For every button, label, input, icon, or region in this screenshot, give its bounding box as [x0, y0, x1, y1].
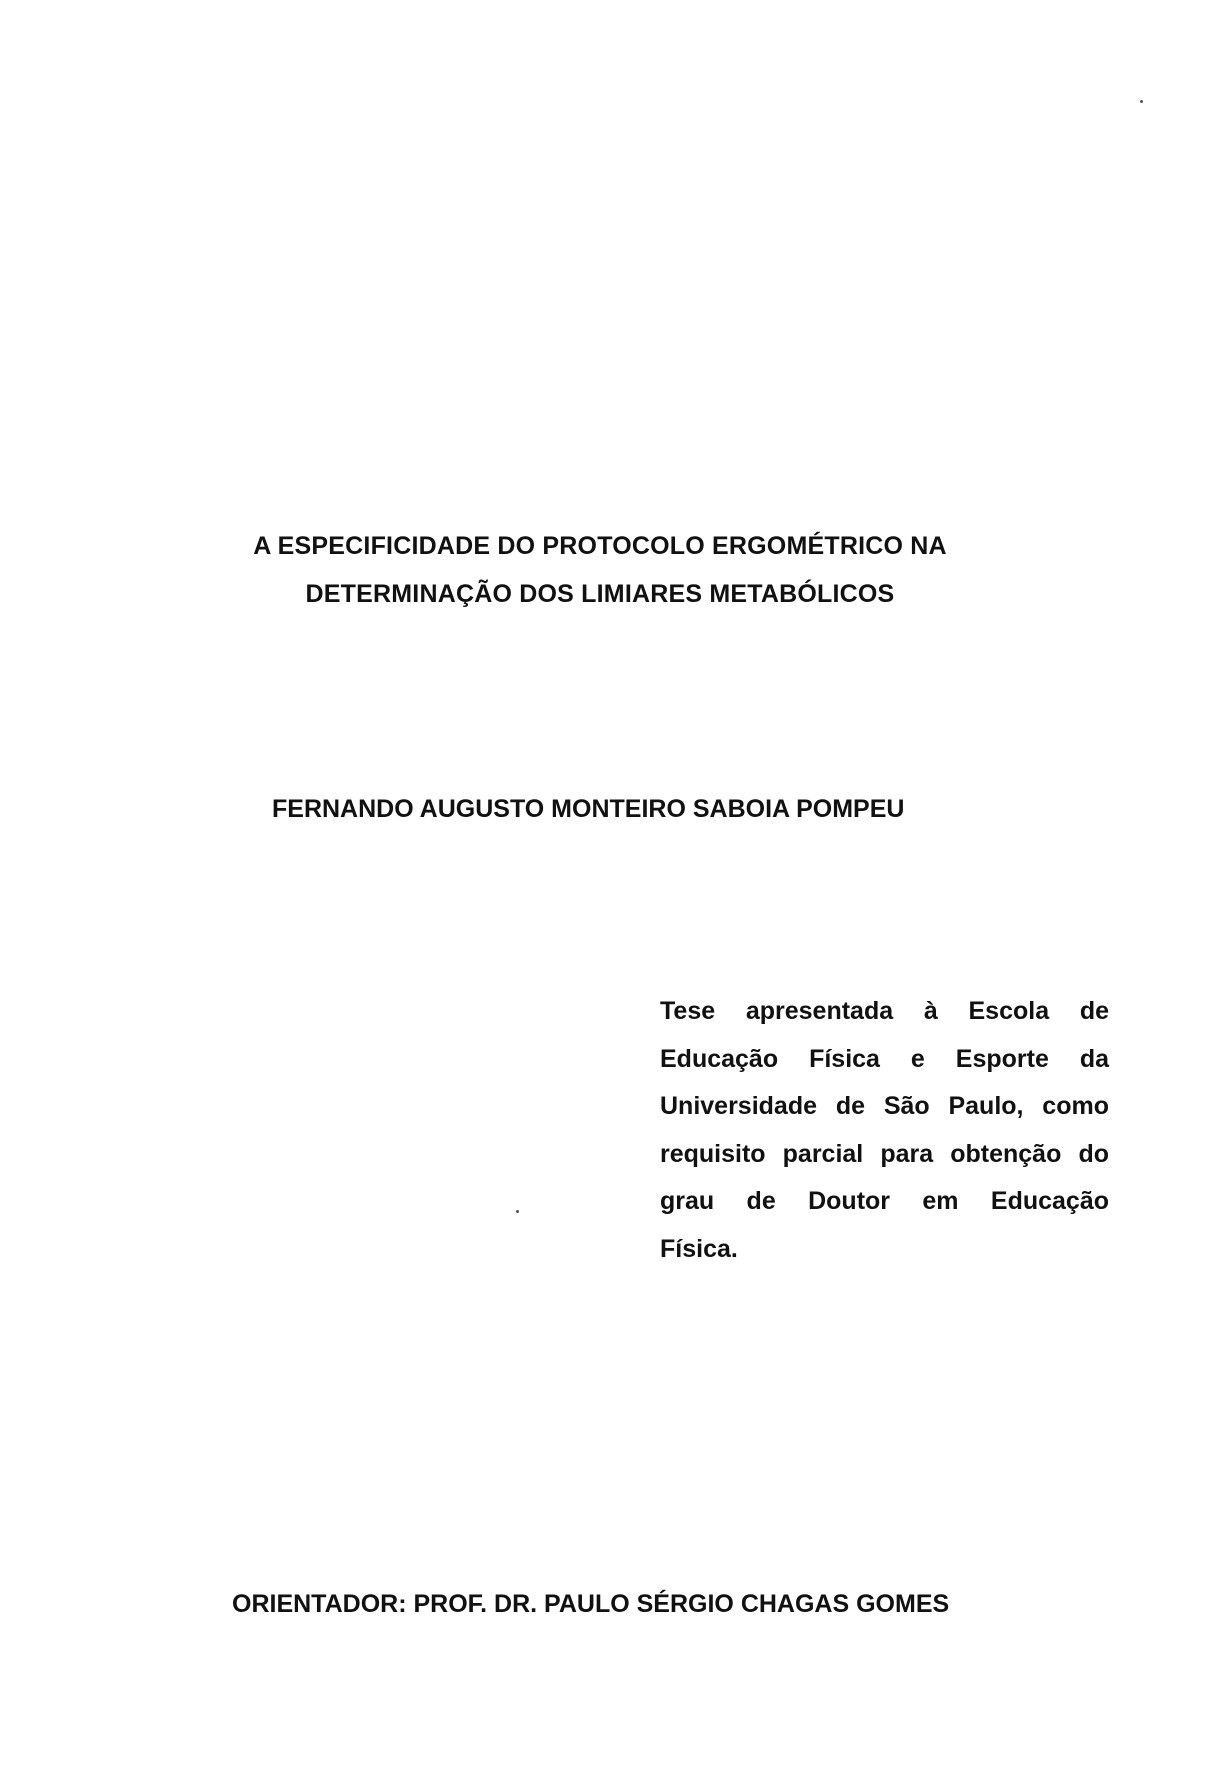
author-name: FERNANDO AUGUSTO MONTEIRO SABOIA POMPEU: [272, 795, 905, 823]
scan-speck: [516, 1210, 519, 1213]
thesis-note-line: Universidade de São Paulo, como: [660, 1092, 1109, 1120]
thesis-note-line: requisito parcial para obtenção do: [660, 1139, 1109, 1168]
scan-speck: [1140, 100, 1143, 103]
thesis-note: [660, 988, 1109, 1273]
thesis-title-line: A ESPECIFICIDADE DO PROTOCOLO ERGOMÉTRICO NA: [253, 532, 947, 560]
thesis-note-line: grau de Doutor em Educação: [660, 1187, 1109, 1215]
thesis-title: [200, 522, 1000, 618]
thesis-note-line: Física.: [660, 1234, 738, 1263]
thesis-note-line: Educação Física e Esporte da: [660, 1044, 1109, 1073]
thesis-note-line: Tese apresentada à Escola de: [660, 997, 1109, 1025]
thesis-title-line: DETERMINAÇÃO DOS LIMIARES METABÓLICOS: [305, 580, 895, 608]
advisor-name: ORIENTADOR: PROF. DR. PAULO SÉRGIO CHAGAS GOMES: [232, 1590, 950, 1618]
